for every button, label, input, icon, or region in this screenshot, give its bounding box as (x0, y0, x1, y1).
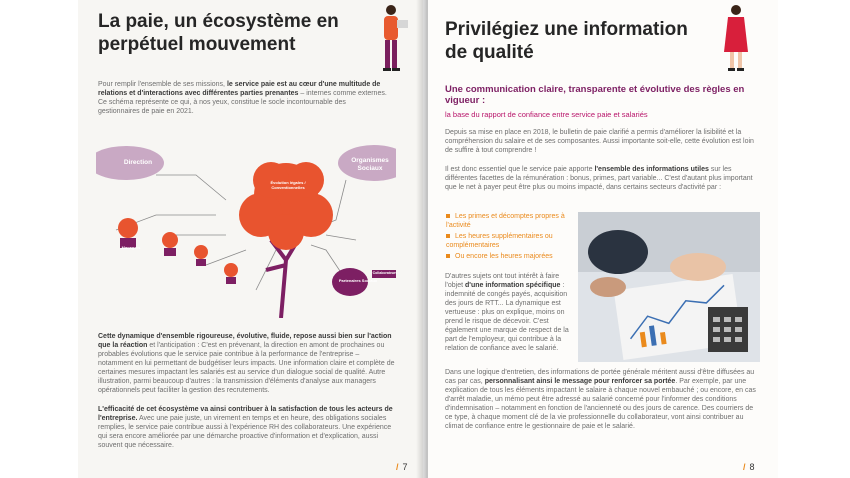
right-paragraph-4: Dans une logique d'entretien, des informations de portée générale méritent aussi d'être diffusées au cas par cas, personnalisant ainsi le message pour renforcer sa portée. Par exemple, par une explication de tous les éléments impactant le salaire à chaque nouvel embauché ; ou encore, en cas d'arrêt maladie, un mémo peut être adressé au salarié concerné pour l'informer des conditions d'indemnisation – notamment en fonction de l'ancienneté ou des jours de carence. Des courriers de ce type, à chaque moment clé de la vie professionnelle du collaborateur, vont ainsi contribuer au climat de confiance entre le gestionnaire de paie et le salarié. (445, 369, 756, 430)
person-illustration-right (718, 2, 754, 74)
diagram-collaborateurs-label: Collaborateurs (372, 271, 398, 275)
office-photo (578, 212, 760, 362)
right-page (428, 0, 778, 478)
right-subtitle: Une communication claire, transparente et évolutive des règles en vigueur : (445, 84, 745, 106)
left-page-number: / 7 (396, 462, 408, 472)
left-paragraph-3: L'efficacité de cet écosystème va ainsi contribuer à la satisfaction de tous les acteurs de l'entreprise. Avec une paie juste, un virement en temps et en heure, des obligations sociales remplies, le service paie contribue aussi à l'expérience RH des collaborateurs. Une expérience qui sera encore améliorée par une démarche proactive d'information et d'explication, aussi souvent que nécessaire. (98, 406, 393, 449)
left-page (78, 0, 423, 478)
brochure-spread (78, 0, 778, 478)
bullet-item-1: Les primes et décomptes propres à l'activité (446, 213, 565, 229)
right-page-title: Privilégiez une information de qualité (445, 19, 688, 63)
left-paragraph-2: Cette dynamique d'ensemble rigoureuse, évolutive, fluide, repose aussi bien sur l'action que la réaction et l'anticipation : C'est en prévenant, la direction en amont de prochaines ou probables évolutions que le service paie contribue à la performance de l'entreprise – notamment en lui permettant de budgétiser leurs impacts. Une information claire et complète de certaines mesures impactant les salariés est au service d'un dialogue social de qualité. Autre illustration, parmi beaucoup d'autres : la transmission d'éléments d'analyse aux managers opérationnels peut faciliter la gestion des recrutements. (98, 333, 395, 394)
diagram-organismes-label: Organismes Sociaux (351, 157, 389, 172)
diagram-partenaires-label: Partenaires Sociaux (338, 278, 378, 283)
left-page-title: La paie, un écosystème en perpétuel mouvement (98, 11, 339, 55)
right-paragraph-1: Depuis sa mise en place en 2018, le bulletin de paie clarifié a permis d'améliorer la lisibilité et la compréhension du salaire et de ses composantes. Aussi importante soit-elle, cette évolution est loin de suffire à tout comprendre ! (445, 129, 754, 154)
person-illustration-left (371, 2, 411, 74)
right-paragraph-2: Il est donc essentiel que le service paie apporte l'ensemble des informations utiles sur les différentes facettes de la rémunération : bonus, primes, part variable... C'est d'autant plus important que le net à payer peut être plus ou moins impacté, dans certains secteurs d'activité par : (445, 166, 753, 191)
bullet-item-3: Ou encore les heures majorées (446, 252, 566, 261)
diagram-direction-label: Direction (123, 159, 153, 166)
diagram-evolution-label: Évolution légales / Conventionnelles (270, 180, 306, 190)
bullet-item-2: Les heures supplémentaires ou complémentaires (446, 233, 553, 249)
diagram-managers-label: Managers (121, 245, 141, 250)
right-paragraph-3: D'autres sujets ont tout intérêt à faire l'objet d'une information spécifique : indemnité de congés payés, acquisition des jours de RTT... La dynamique est vertueuse : plus on explique, moins on prend le risque de décevoir. C'est également une marque de respect de la part de l'employeur, qui contribue à la relation de confiance avec le salarié. (445, 273, 569, 352)
right-page-number: / 8 (743, 462, 755, 472)
right-subtitle-2: la base du rapport de confiance entre service paie et salariés (445, 110, 648, 119)
left-intro: Pour remplir l'ensemble de ses missions, le service paie est au cœur d'une multitude de relations et d'interactions avec différentes parties prenantes – internes comme externes. Ce schéma représente ce qui, à nos yeux, constitue le socle incontournable des gestionnaires de paie en 2021. (98, 81, 387, 115)
